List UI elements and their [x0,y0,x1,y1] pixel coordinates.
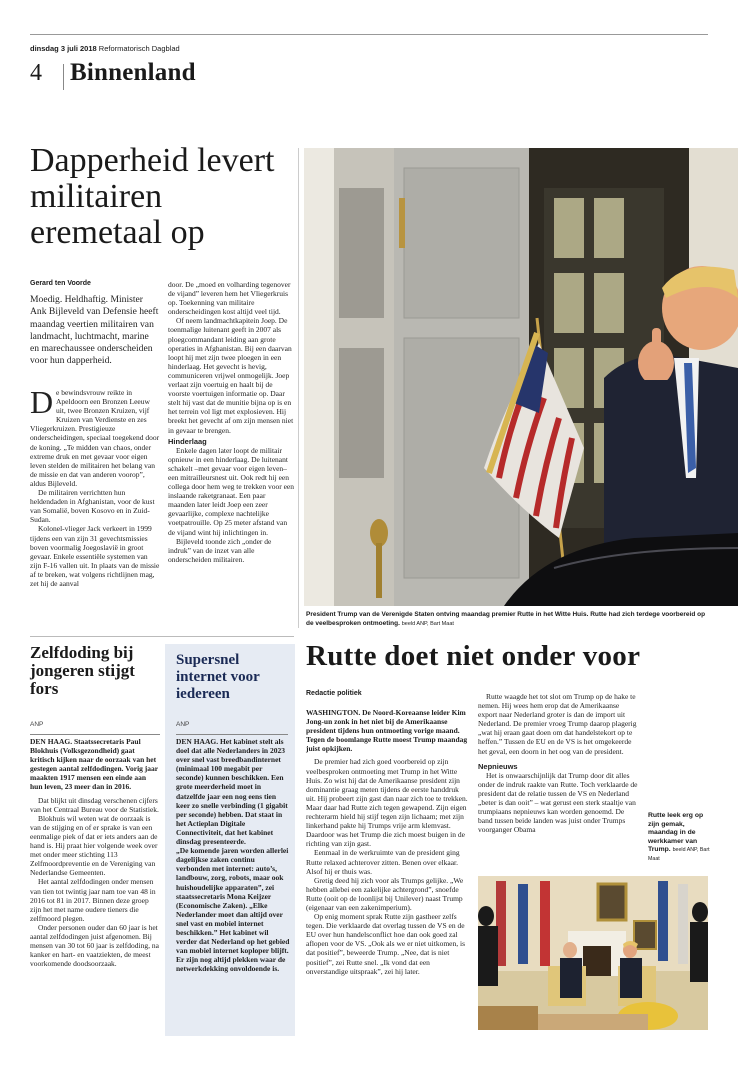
header-paper-name: Reformatorisch Dagblad [98,44,180,53]
rutte-paragraph: Gretig deed hij zich voor als Trumps gelijke. „We hebben allebei een zakelijke achtergrond”, snoefde Rutte (ooit op de loonlijst bij Unilever) naast Trump (eigenaar van een zakenimperium). [306,875,464,912]
photo-caption-text: Rutte leek erg op zijn gemak, maandag in de werkkamer van Trump. [648,812,704,854]
oval-office-photo [478,876,708,1030]
header-divider [63,64,64,90]
zelfdoding-rule [30,734,160,735]
main-intro: Moedig. Heldhaftig. Minister Ank Bijleveld van Defensie heeft maandag veertien militairen van landmacht, luchtmacht, marine en marechaussee onderscheiden voor hun dapperheid. [30,294,159,367]
trump-doorway-photo [304,148,738,606]
header-date: dinsdag 3 juli 2018 [30,44,97,53]
oval-office-illustration [478,876,708,1030]
main-column-1 [30,384,160,588]
page-number: 4 [30,60,42,86]
zelfdoding-paragraph: Blokhuis wil weten wat de oorzaak is van de stijging en of er sprake is van een eenmalige piek of dat er iets anders aan de hand is. Hij praat hier volgende week over met onder meer stichting 113 Zelfmoordpreventie en de Vereniging van Nederlandse Gemeenten. [30,813,158,878]
photo-caption-2 [648,812,710,864]
main-column-2 [168,280,294,564]
supersnel-body [176,737,290,973]
supersnel-headline: Supersnel internet voor iedereen [176,652,260,702]
zelfdoding-body [30,737,160,968]
column-divider [298,148,299,628]
supersnel-rule [176,734,288,735]
main-paragraph: Kolonel-vlieger Jack verkeert in 1999 tijdens een van zijn 31 gevechtsmissies boven voormalig Joegoslavië in groot gevaar. Enkele essentiële systemen van zijn F-16 vallen uit. In plaats van de missie af te breken, wat volgens richtlijnen mag, zet hij de aanval [30,524,160,588]
supersnel-source: ANP [176,721,190,728]
main-paragraph: Enkele dagen later loopt de militair opnieuw in een hinderlaag. De luitenant schakelt –met gevaar voor eigen leven– een mitrailleursnest uit. Ook redt hij een collega door hem weg te trekken voor een inslaande raketgranaat. Een paar maanden later leidt Joep een zeer gevaarlijke, complexe nachtelijke voetpatrouille. Op 25 meter afstand van de vijand wint hij inlichtingen in. [168,445,294,537]
rutte-paragraph: Op enig moment sprak Rutte zijn gastheer zelfs tegen. Die verklaarde dat overlag tussen de VS en de EU over hun handelsconflict hoe dan ook goed zal aflopen voor de VS. „Ook als we er niet uitkomen, is dat positief”, beweerde Trump. „Nee, dat is niet positief”, zei Rutte snel. „Ik vond dat een onverstandige uitspraak”, zei hij later. [306,912,465,976]
rutte-column-1 [306,708,470,976]
main-paragraph: De militairen verrichtten hun heldendaden in Afghanistan, voor de kust van Somalië, boven Kosovo en in Zuid-Sudan. [30,488,155,525]
rutte-paragraph: De premier had zich goed voorbereid op zijn veelbesproken ontmoeting met Trump in het Witte Huis. Zo wist hij dat de Amerikaanse president zijn dominantie graag meten tijdens de eerste handdruk uit. Hij probeert zijn gast dan naar zich toe te trekken. Maar daar had Rutte zich tegen gewapend. Zijn eigen rechterarm hield hij stijf tegen zijn lichaam; met zijn linkerhand pakte hij Trumps vrije arm klemvast. Daardoor was het Trump die zich moest buigen in de richting van zijn gast. [306,757,468,849]
zelfdoding-source: ANP [30,721,44,728]
zelfdoding-headline: Zelfdoding bij jongeren stijgt fors [30,643,135,698]
drop-cap: D [30,384,54,420]
rutte-column-2 [478,692,640,834]
rutte-headline: Rutte doet niet onder voor [306,640,641,672]
rutte-author: Redactie politiek [306,690,362,697]
zelfdoding-paragraph: Het aantal zelfdodingen onder mensen van tien tot twintig jaar nam toe van 48 in 2016 tot 81 in 2017. Binnen deze groep zijn het met name oudere tieners die zelfmoord plegen. [30,877,156,923]
zelfdoding-paragraph: Onder personen ouder dan 60 jaar is het aantal zelfdodingen juist afgenomen. Bij mensen van 30 tot 60 jaar is zelfdoding, na kanker en hart- en vaatziekten, de meest voorkomende doodsoorzaak. [30,922,159,969]
section-title: Binnenland [70,59,196,86]
main-paragraph: Of neem landmachtkapitein Joep. De toenmalige luitenant geeft in 2007 als ploegcommandant leiding aan grote operaties in Afghanistan. Bij een daarvan loopt hij met zijn twee ploegen in een hinderlaag. Het gevecht is hevig, communiceren vrijwel onmogelijk. Joep verlaat zijn voertuig en haalt bij de voorste voertuigen informatie op. Daar stelt hij vast dat de munitie bijna op is en het terrein vol ligt met explosieven. Hij breekt het gevecht af om zijn mensen niet in gevaar te brengen. [168,316,294,435]
main-paragraph: e bewindsvrouw reikte in Apeldoorn een Bronzen Leeuw uit, twee Bronzen Kruizen, vijf Kruizen van Verdienste en zes Vliegerkruizen. Prestigieuze onderscheidingen, speciaal toegekend door de koning. „Te midden van chaos, onder extreme druk en met gevaar voor eigen leven stelden de militairen het belang van de missie en dat van anderen voorop”, aldus Bijleveld. [30,388,160,488]
photo-credit: beeld ANP, Bart Maat [648,847,710,862]
photo-caption-text: President Trump van de Verenigde Staten ontving maandag premier Rutte in het Witte Huis. Rutte had zich terdege voorbereid op de veelbesproken ontmoeting. [306,611,706,627]
main-subhead: Hinderlaag [168,436,207,446]
trump-doorway-illustration [304,148,738,606]
header-dateline [30,44,180,53]
zelfdoding-paragraph: Dat blijkt uit dinsdag verschenen cijfers van het Centraal Bureau voor de Statistiek. [30,795,159,814]
main-author: Gerard ten Voorde [30,280,91,287]
rutte-paragraph: Rutte waagde het tot slot om Trump op de hake te nemen. Hij wees hem erop dat de Amerikaanse export naar Nederland groter is dan de import uit Nederland. De premier vroeg Trump daarop plagerig „wat hij eraan gaat doen om dat handelstekort op te heffen.” Tussen de EU en de VS is het omgekeerde het geval, een doorn in het oog van de president. [478,692,637,756]
photo-credit: beeld ANP, Bart Maat [401,621,454,627]
photo-caption-1 [306,610,706,629]
main-paragraph: door. De „moed en volharding tegenover de vijand” leveren hem het Vliegerkruis op. Toekenning van militaire onderscheidingen kost altijd veel tijd. [168,280,291,317]
main-headline: Dapperheid levert militairen eremetaal op [30,142,275,251]
zelfdoding-lead: DEN HAAG. Staatssecretaris Paul Blokhuis (Volksgezondheid) gaat kritisch kijken naar de oorzaak van het gestegen aantal zelfdodingen. Vorig jaar maakten 1917 mensen een einde aan hun leven, 23 meer dan in 2016. [30,737,158,792]
section-rule [30,636,294,637]
rutte-paragraph: Het is onwaarschijnlijk dat Trump door dit alles onder de indruk raakte van Rutte. Toch verklaarde de president dat de relatie tussen de VS en Nederland „beter is dan ooit” – wat gerust een sterk staaltje van trumpiaans nepnieuws kan worden genoemd. De band tussen beide landen was juist onder Trumps voorganger Obama [478,770,638,835]
rutte-paragraph: Eenmaal in de werkruimte van de president ging Rutte relaxed achterover zitten. Benen over elkaar. Alsof hij er thuis was. [306,848,460,876]
main-paragraph: Bijleveld toonde zich „onder de indruk” van de inzet van alle onderscheiden militairen. [168,536,272,564]
supersnel-paragraph: DEN HAAG. Het kabinet stelt als doel dat alle Nederlanders in 2023 over snel vast breedbandinternet (minimaal 100 megabit per seconde) kunnen beschikken. Een grote meerderheid moet in datzelfde jaar een nog eens tien keer zo snelle verbinding (1 gigabit per seconde) hebben. Dat staat in het Actieplan Digitale Connectiviteit, dat het kabinet dinsdag presenteerde. [176,737,288,847]
rutte-subhead: Nepnieuws [478,761,518,771]
supersnel-paragraph: „De komende jaren worden allerlei dagelijkse zaken continu verbonden met internet: auto’s, landbouw, zorg, robots, maar ook huishoudelijke apparaten”, zei staatssecretaris Mona Keijzer (Economische Zaken). „Elke Nederlander moet dan altijd over snel vast en mobiel internet beschikken.” Het kabinet wil verder dat Nederland op het gebied van mobiel internet koploper blijft. Er zijn nog altijd plekken waar de netwerkdekking onvoldoende is. [176,846,290,974]
header-rule [30,34,708,35]
rutte-lead: WASHINGTON. De Noord-Koreaanse leider Kim Jong-un zonk in het niet bij de Amerikaanse president tijdens hun ontmoeting vorige maand. Tegen de boomlange Rutte moest Trump maandag juist opkijken. [306,708,468,754]
